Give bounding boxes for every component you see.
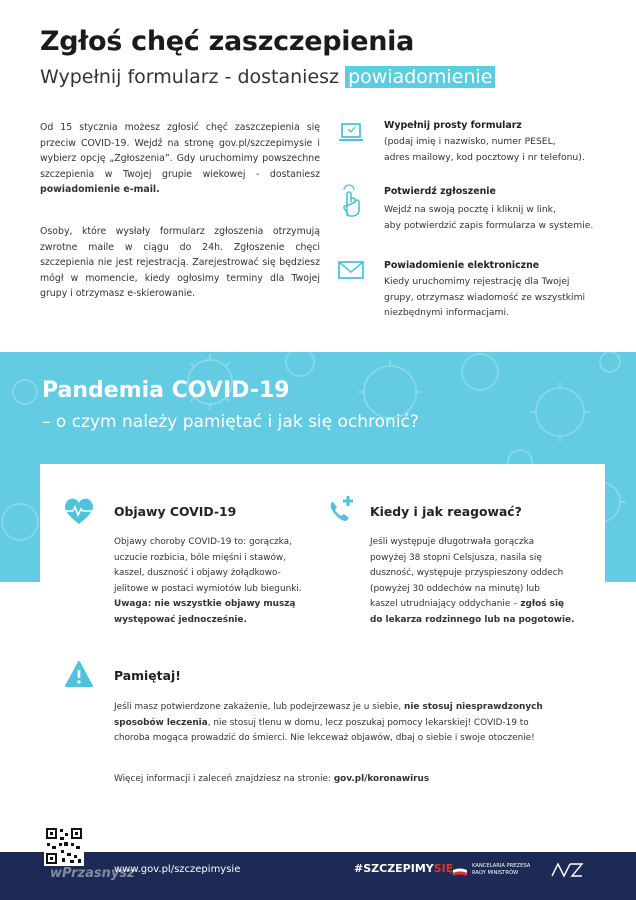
remember-line-3: choroba mogąca prowadzić do śmierci. Nie lekceważ objawów, dbaj o siebie i swoje otoczenie! [114, 733, 535, 744]
remember-line-1 [114, 700, 584, 716]
symptoms-title: Objawy COVID-19 [114, 504, 237, 519]
pointer-hand-icon [336, 184, 366, 214]
hashtag-prefix: #SZCZEPIMY [354, 862, 434, 875]
step-1-title: Wypełnij prosty formularz [384, 120, 522, 131]
step-3-line-1: Kiedy uruchomimy rejestrację dla Twojej [384, 276, 570, 287]
remember-line-2-bold: sposobów leczenia [114, 717, 208, 728]
hashtag-suffix: SIĘ [433, 862, 454, 875]
subtitle-highlight: powiadomienie [345, 66, 495, 88]
remember-line-2 [114, 716, 584, 732]
react-line-3: duszność, występuje przyspieszony oddech [370, 568, 564, 579]
kprm-label: KANCELARIA PREZESA RADY MINISTRÓW [472, 863, 531, 876]
subtitle-prefix: Wypełnij formularz - dostaniesz [40, 66, 346, 88]
laptop-icon [336, 118, 366, 148]
react-title: Kiedy i jak reagować? [370, 504, 522, 519]
step-3-line-3: niezbędnymi informacjami. [384, 307, 509, 319]
remember-line-1-bold: nie stosuj niesprawdzonych [404, 702, 543, 712]
page-subtitle [40, 66, 495, 88]
react-line-1: Jeśli występuje długotrwała gorączka [370, 537, 535, 547]
intro-p1-bold: powiadomienie e-mail. [40, 184, 160, 196]
more-info-link[interactable]: gov.pl/koronawirus [333, 774, 430, 784]
banner-title: Pandemia COVID-19 [42, 378, 290, 403]
symptoms-line-2: uczucie rozbicia, bóle mięśni i stawów, [114, 552, 286, 563]
more-info-plain: Więcej informacji i zaleceń znajdziesz na stronie: [114, 774, 334, 784]
banner-subtitle: – o czym należy pamiętać i jak się ochronić? [42, 412, 419, 432]
watermark: wPrzasnysz [50, 866, 135, 881]
react-line-2: powyżej 38 stopni Celsjusza, nasila się [370, 552, 542, 563]
footer-hashtag [354, 862, 453, 875]
mz-logo-icon [550, 858, 584, 880]
step-1-line-2: adres mailowy, kod pocztowy i nr telefonu). [384, 151, 585, 163]
phone-medical-icon [326, 494, 358, 526]
qr-code-icon [44, 826, 84, 866]
react-line-5 [370, 597, 590, 613]
step-1-line-1: (podaj imię i nazwisko, numer PESEL, [384, 136, 556, 147]
react-line-5-plain: kaszel utrudniający oddychanie – [370, 599, 521, 610]
remember-line-1-plain: Jeśli masz potwierdzone zakażenie, lub podejrzewasz je u siebie, [114, 702, 405, 712]
symptoms-note-1 [114, 597, 324, 613]
symptoms-line-4: jelitowe w postaci wymiotów lub biegunki. [114, 583, 302, 594]
step-3-line-2: grupy, otrzymasz wiadomość ze wszystkimi [384, 291, 586, 303]
symptoms-line-1: Objawy choroby COVID-19 to: gorączka, [114, 537, 292, 547]
polish-flag-icon [452, 864, 468, 876]
remember-body [114, 700, 584, 747]
step-2-line-2: aby potwierdzić zapis formularza w systemie. [384, 219, 594, 231]
remember-line-2-plain: , nie stosuj tlenu w domu, lecz poszukaj pomocy lekarskiej! COVID-19 to [207, 717, 529, 728]
envelope-icon [336, 254, 366, 284]
remember-title: Pamiętaj! [114, 668, 181, 683]
step-3-title: Powiadomienie elektroniczne [384, 260, 540, 271]
intro-p1-text: Od 15 stycznia możesz zgłosić chęć zaszczepienia się przeciw COVID-19. Wejdź na stronę gov.pl/szczepimysie i wybierz opcję „Zgłoszenia”. Gdy uruchomimy powszechne szczepienia w Twojej grupie wiekowej - dostaniesz [40, 122, 320, 180]
page-title: Zgłoś chęć zaszczepienia [40, 26, 415, 57]
warning-icon [64, 660, 94, 688]
more-info [114, 772, 584, 788]
step-1-body [384, 134, 624, 165]
step-2-line-1: Wejdź na swoją pocztę i kliknij w link, [384, 204, 556, 215]
symptoms-line-3: kaszel, duszność i objawy żołądkowo- [114, 568, 281, 579]
symptoms-body [114, 535, 324, 629]
react-line-5-bold: zgłoś się [520, 599, 565, 610]
symptoms-note-2: występować jednocześnie. [114, 614, 247, 625]
symptoms-note-label: Uwaga: [114, 599, 152, 610]
footer-url[interactable]: www.gov.pl/szczepimysie [114, 864, 241, 875]
step-2-body [384, 202, 624, 233]
react-line-6: do lekarza rodzinnego lub na pogotowie. [370, 614, 575, 625]
step-3-body [384, 274, 624, 321]
symptoms-note-text: nie wszystkie objawy muszą [151, 599, 296, 610]
react-body [370, 535, 590, 629]
intro-paragraph-2: Osoby, które wysłały formularz zgłoszenia otrzymują zwrotne maile w ciągu do 24h. Zgłoszenie chęci szczepienia nie jest rejestracją. Zarejestrować się będziesz mógł w momencie, kiedy ogłosimy terminy dla Twojej grupy i otrzymasz e-skierowanie. [40, 226, 320, 300]
react-line-4: (powyżej 30 oddechów na minutę) lub [370, 583, 540, 594]
heart-pulse-icon [62, 496, 96, 526]
intro-paragraph-1 [40, 120, 320, 198]
step-2-title: Potwierdź zgłoszenie [384, 186, 496, 197]
